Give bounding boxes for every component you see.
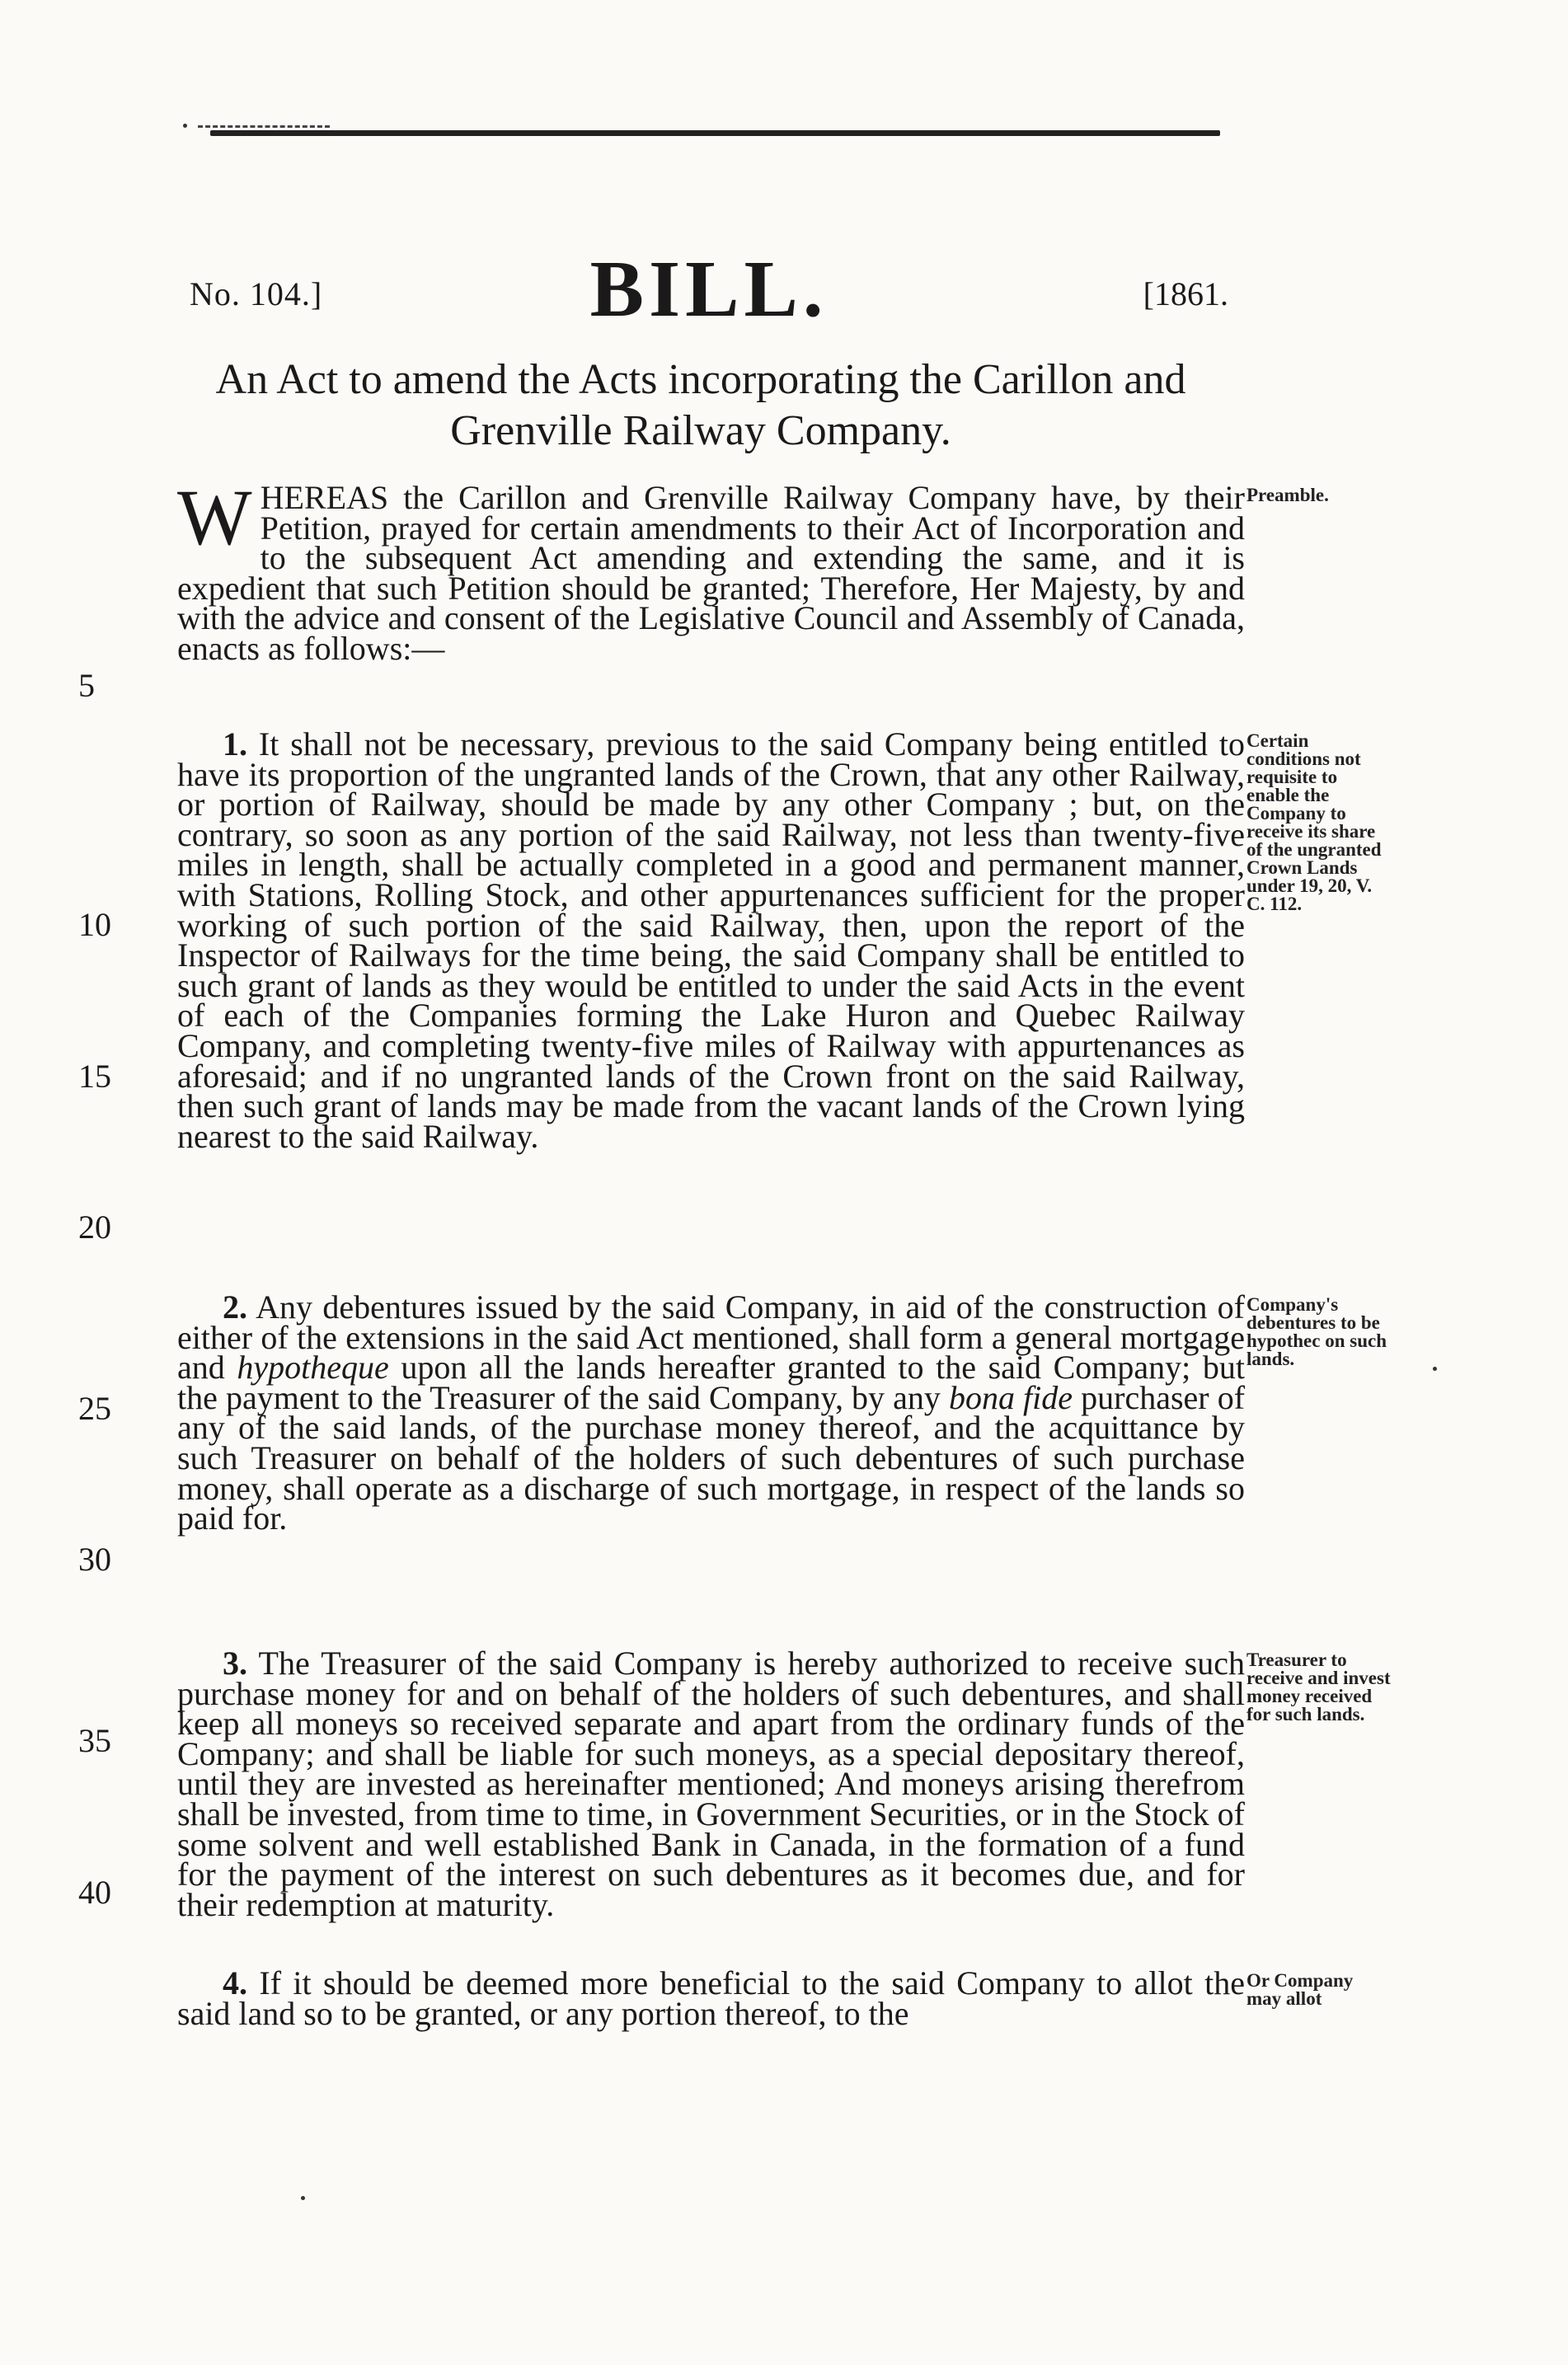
line-number: 20 — [78, 1208, 111, 1246]
section-text: If it should be deemed more beneficial to the said Company to allot the said land so to be granted, or any portion thereof, to the — [177, 1964, 1245, 2032]
line-number: 5 — [78, 667, 95, 704]
line-number: 25 — [78, 1390, 111, 1427]
act-title-line-1: An Act to amend the Acts incorporating the Carillon and — [215, 356, 1186, 403]
bill-heading: BILL. — [589, 245, 829, 334]
line-number: 10 — [78, 906, 111, 943]
bill-year: [1861. — [1143, 275, 1228, 312]
section-paragraph — [177, 1288, 1246, 1537]
section-text-part-3: purchaser of any of the said lands, of the purchase money thereof, and the acquittance by such Treasurer on behalf of the holders of such debentures of such purchase money, shall operate as a discharge of such mortgage, in respect of the lands so paid for. — [177, 1378, 1246, 1537]
section-number: 1. — [223, 725, 247, 763]
margin-note-preamble: Preamble. — [1246, 485, 1329, 505]
italic-term: hypotheque — [237, 1349, 389, 1387]
line-number: 15 — [78, 1058, 111, 1095]
line-number: 35 — [78, 1722, 111, 1759]
line-number: 40 — [78, 1874, 111, 1911]
section-text-part-2: upon all the lands hereafter granted to the said Company; but the payment to the Treasurer of the said Company, by any — [177, 1349, 1245, 1416]
section-paragraph — [177, 1645, 1246, 1923]
line-number: 30 — [78, 1541, 111, 1578]
print-speck — [183, 124, 187, 128]
section-paragraph — [177, 1964, 1245, 2032]
section-number: 2. — [223, 1288, 247, 1326]
section-2 — [177, 1288, 1246, 1537]
italic-term: bona fide — [948, 1378, 1073, 1416]
section-paragraph — [177, 725, 1246, 1155]
section-text-part-1: Any debentures issued by the said Company, in aid of the construction of either of the extensions in the said Act mentioned, shall form a general mortgage and — [177, 1288, 1246, 1387]
section-3 — [177, 1645, 1246, 1923]
drop-cap: W — [177, 473, 252, 561]
section-text: The Treasurer of the said Company is hereby authorized to receive such purchase money for and on behalf of the holders of such debentures, and shall keep all moneys so received separate and apart from the ordinary funds of the Company; and shall be liable for such moneys, as a special depositary thereof, until they are invested as hereinafter mentioned; And moneys arising therefrom shall be invested, from time to time, in Government Securities, or in the Stock of some solvent and well established Bank in Canada, in the formation of a fund for the payment of the interest on such debentures as it becomes due, and for their redemption at maturity. — [177, 1645, 1246, 1923]
section-number: 4. — [223, 1964, 247, 2001]
print-speck — [301, 2196, 305, 2200]
section-1 — [177, 725, 1246, 1155]
print-speck — [1433, 1367, 1437, 1371]
preamble — [177, 473, 1245, 667]
bill-number: No. 104.] — [190, 275, 323, 312]
margin-note-section-1: Certain conditions not requisite to enable the Company to receive its share of the ungranted Crown Lands under 19, 20, V. C. 112. — [1246, 730, 1382, 914]
preamble-text: HEREAS the Carillon and Grenville Railway Company have, by their Petition, prayed for certain amendments to their Act of Incorporation and to the subsequent Act amending and extending the same, and it is expedient that such Petition should be granted; Therefore, Her Majesty, by and with the advice and consent of the Legislative Council and Assembly of Canada, enacts as follows:— — [177, 479, 1245, 667]
preamble-paragraph — [177, 473, 1245, 667]
bill-header — [190, 243, 1228, 342]
margin-note-section-4: Or Company may allot — [1246, 1970, 1354, 2009]
section-text: It shall not be necessary, previous to the said Company being entitled to have its proportion of the ungranted lands of the Crown, that any other Railway, or portion of Railway, should be made by any other Company ; but, on the contrary, so soon as any portion of the said Railway, not less than twenty-five miles in length, shall be actually completed in a good and permanent manner, with Stations, Rolling Stock, and other appurtenances sufficient for the proper working of such portion of the said Railway, then, upon the report of the Inspector of Railways for the time being, the said Company shall be entitled to such grant of lands as they would be entitled to under the said Acts in the event of each of the Companies forming the Lake Huron and Quebec Railway Company, and completing twenty-five miles of Railway with appurtenances as aforesaid; and if no ungranted lands of the Crown front on the said Railway, then such grant of lands may be made from the vacant lands of the Crown lying nearest to the said Railway. — [177, 725, 1246, 1155]
act-title-line-2: Grenville Railway Company. — [450, 407, 951, 454]
header-rule — [210, 130, 1220, 136]
margin-note-section-2: Company's debentures to be hypothec on such lands. — [1246, 1294, 1387, 1369]
section-number: 3. — [223, 1645, 247, 1682]
act-title — [165, 354, 1237, 457]
section-4 — [177, 1964, 1245, 2032]
margin-note-section-3: Treasurer to receive and invest money received for such lands. — [1246, 1649, 1391, 1724]
